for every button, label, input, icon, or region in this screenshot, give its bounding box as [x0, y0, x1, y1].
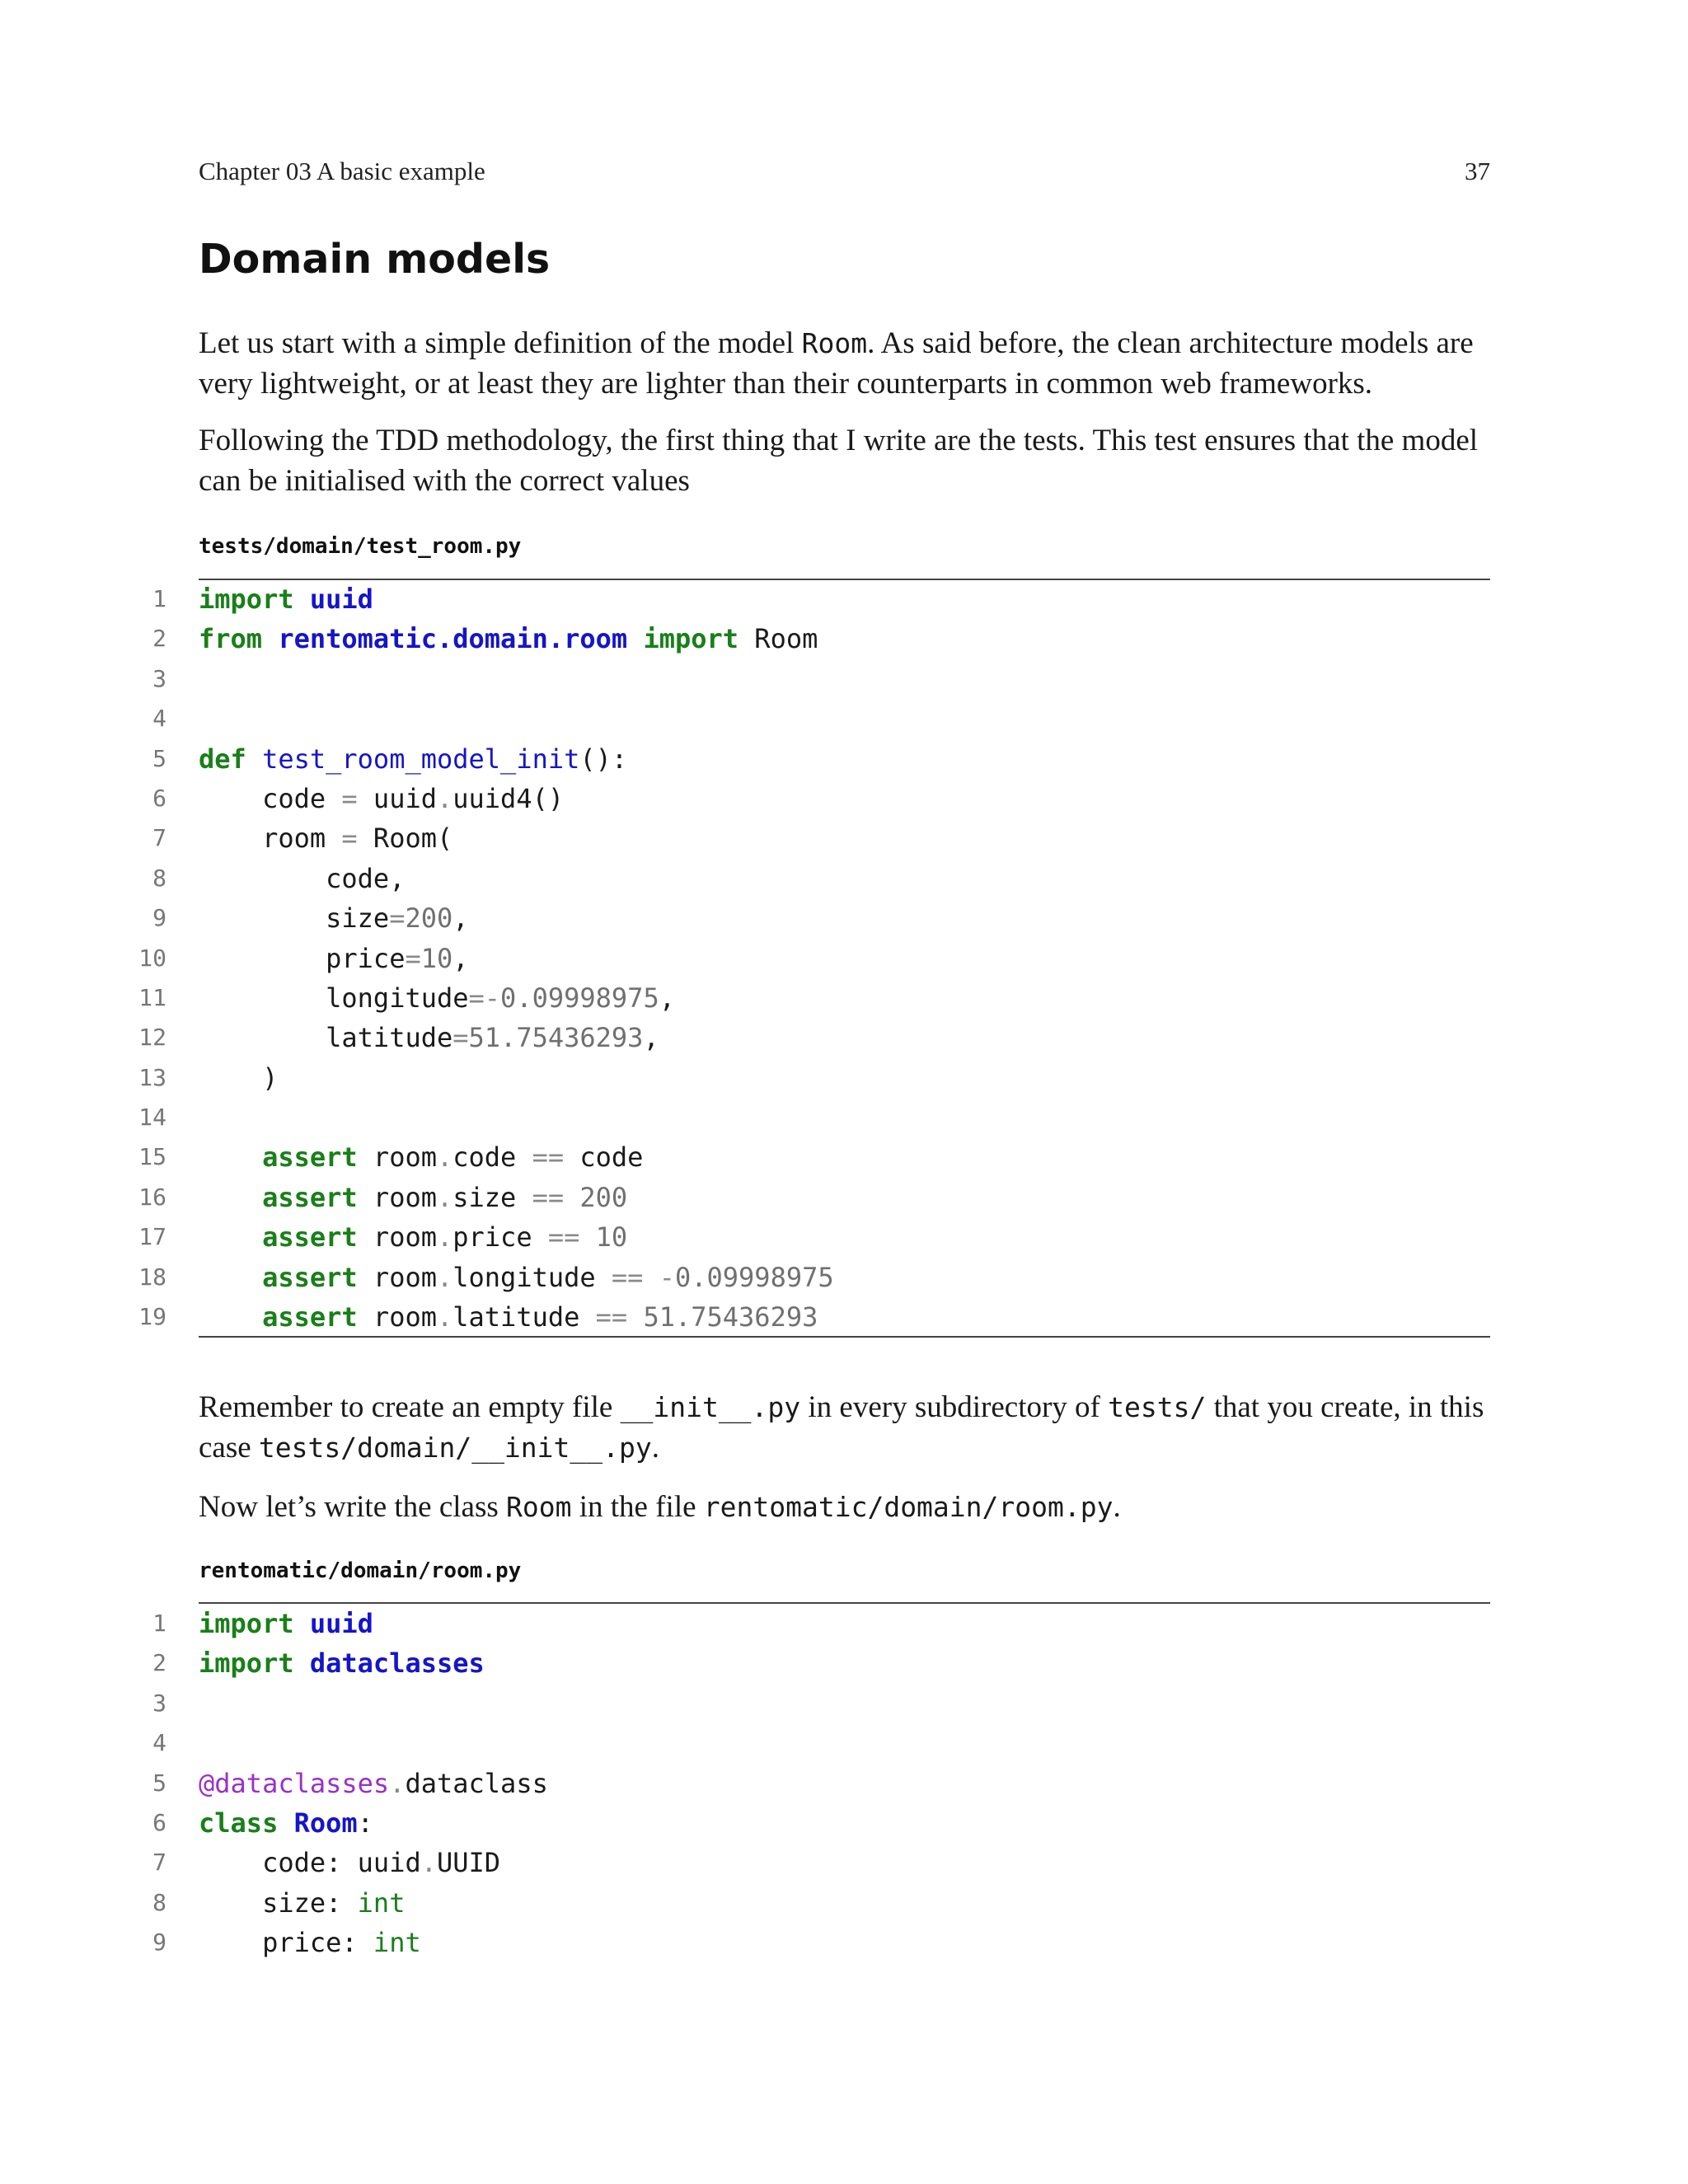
code-text: def test_room_model_init():: [199, 743, 628, 775]
intro-text-1: Let us start with a simple definition of the model: [199, 326, 802, 360]
line-number: 7: [152, 824, 166, 852]
code-listing-test-room: [0, 579, 1688, 1337]
code-line: [0, 1098, 1688, 1137]
code-text: class Room:: [199, 1807, 373, 1839]
line-number: 11: [138, 983, 166, 1011]
code-line: [0, 739, 1688, 779]
code-line: [0, 579, 1688, 619]
code-text: code: uuid.UUID: [199, 1847, 501, 1879]
code-text: size=200,: [199, 902, 469, 935]
code-text: price=10,: [199, 942, 469, 974]
code-line: [0, 1843, 1688, 1882]
line-number: 1: [152, 585, 166, 612]
code-text: code,: [199, 862, 406, 894]
line-number: 2: [152, 1649, 166, 1677]
line-number: 13: [138, 1063, 166, 1091]
line-number: 9: [152, 1929, 166, 1957]
code-line: [0, 1178, 1688, 1217]
line-number: 9: [152, 904, 166, 932]
code-line: [0, 1217, 1688, 1257]
listing2-filename: rentomatic/domain/room.py: [199, 1558, 522, 1583]
line-number: 12: [138, 1024, 166, 1052]
inline-code-room: Room: [801, 327, 868, 359]
line-number: 17: [138, 1223, 166, 1251]
inline-code-tests-dir: tests/: [1108, 1391, 1207, 1423]
code-line: [0, 1684, 1688, 1723]
code-text: size: int: [199, 1886, 406, 1919]
code-line: [0, 1604, 1688, 1643]
code-line: [0, 1018, 1688, 1057]
now-text-3: .: [1113, 1490, 1121, 1524]
code-line: [0, 1297, 1688, 1337]
code-line: [0, 898, 1688, 938]
code-text: assert room.size == 200: [262, 1181, 628, 1213]
line-number: 3: [152, 664, 166, 692]
code-text: longitude=-0.09998975,: [199, 982, 675, 1014]
code-line: [0, 1643, 1688, 1683]
code-line: [0, 1764, 1688, 1803]
code-line: [0, 779, 1688, 818]
code-line: [0, 1923, 1688, 1962]
code-text: assert room.latitude == 51.75436293: [262, 1301, 818, 1333]
code-text: import uuid: [199, 1608, 373, 1639]
code-text: import dataclasses: [199, 1647, 485, 1680]
code-text: price: int: [199, 1927, 421, 1959]
code-line: [0, 1258, 1688, 1297]
line-number: 6: [152, 784, 166, 812]
line-number: 5: [152, 1769, 166, 1797]
remember-text-4: .: [651, 1431, 659, 1465]
line-number: 10: [138, 944, 166, 972]
line-number: 14: [138, 1104, 166, 1132]
line-number: 3: [152, 1689, 166, 1717]
listing1-bottom-rule: [199, 1336, 1490, 1338]
inline-code-init: __init__.py: [620, 1391, 801, 1423]
code-text: code = uuid.uuid4(): [199, 782, 565, 814]
tdd-paragraph: Following the TDD methodology, the first thing that I write are the tests. This test ensures that the model can be initialised with the correct values: [199, 424, 1479, 498]
code-line: [0, 1883, 1688, 1923]
line-number: 5: [152, 744, 166, 772]
code-line: [0, 1803, 1688, 1843]
line-number: 19: [138, 1303, 166, 1331]
code-text: assert room.longitude == -0.09998975: [262, 1261, 834, 1293]
code-text: ): [199, 1062, 279, 1094]
line-number: 6: [152, 1808, 166, 1836]
running-header: [199, 157, 1490, 186]
line-number: 8: [152, 864, 166, 892]
code-text: room = Room(: [199, 823, 453, 855]
code-text: assert room.code == code: [262, 1141, 644, 1174]
line-number: 16: [138, 1183, 166, 1211]
code-line: [0, 818, 1688, 858]
inline-code-domain-init: tests/domain/__init__.py: [258, 1432, 652, 1464]
chapter-title: Chapter 03 A basic example: [199, 157, 485, 185]
code-text: assert room.price == 10: [262, 1221, 628, 1254]
code-line: [0, 619, 1688, 658]
intro-text-2: . As said before, the clean architecture models are very lightweight, or at least they are lighter than their counterparts in common web frameworks.: [199, 326, 1474, 401]
now-text-2: in the file: [571, 1490, 704, 1524]
code-text: from rentomatic.domain.room import Room: [199, 623, 818, 655]
remember-text-1: Remember to create an empty file: [199, 1390, 621, 1424]
line-number: 2: [152, 625, 166, 653]
inline-code-room-file: rentomatic/domain/room.py: [703, 1491, 1114, 1523]
line-number: 4: [152, 705, 166, 733]
code-line: [0, 659, 1688, 699]
inline-code-room-class: Room: [506, 1491, 572, 1523]
code-line: [0, 1058, 1688, 1098]
line-number: 8: [152, 1888, 166, 1916]
line-number: 18: [138, 1263, 166, 1291]
remember-text-2: in every subdirectory of: [800, 1390, 1109, 1424]
line-number: 4: [152, 1729, 166, 1757]
code-text: latitude=51.75436293,: [199, 1022, 659, 1054]
code-line: [0, 978, 1688, 1018]
line-number: 15: [138, 1143, 166, 1171]
page-number: 37: [1465, 157, 1490, 185]
remember-text-3: that you create, in this case: [199, 1390, 1484, 1465]
code-text: import uuid: [199, 583, 373, 615]
section-title: Domain models: [199, 236, 551, 283]
intro-paragraph: [199, 323, 1501, 404]
code-line: [0, 699, 1688, 738]
listing1-filename: tests/domain/test_room.py: [199, 534, 522, 559]
line-number: 7: [152, 1849, 166, 1877]
code-text: @dataclasses.dataclass: [199, 1767, 548, 1799]
code-listing-room: [0, 1604, 1688, 1963]
code-line: [0, 939, 1688, 978]
remember-paragraph: [199, 1387, 1501, 1468]
now-text-1: Now let’s write the class: [199, 1490, 506, 1524]
now-paragraph: [199, 1487, 1501, 1527]
code-line: [0, 1723, 1688, 1763]
code-line: [0, 859, 1688, 898]
line-number: 1: [152, 1610, 166, 1637]
code-line: [0, 1137, 1688, 1177]
